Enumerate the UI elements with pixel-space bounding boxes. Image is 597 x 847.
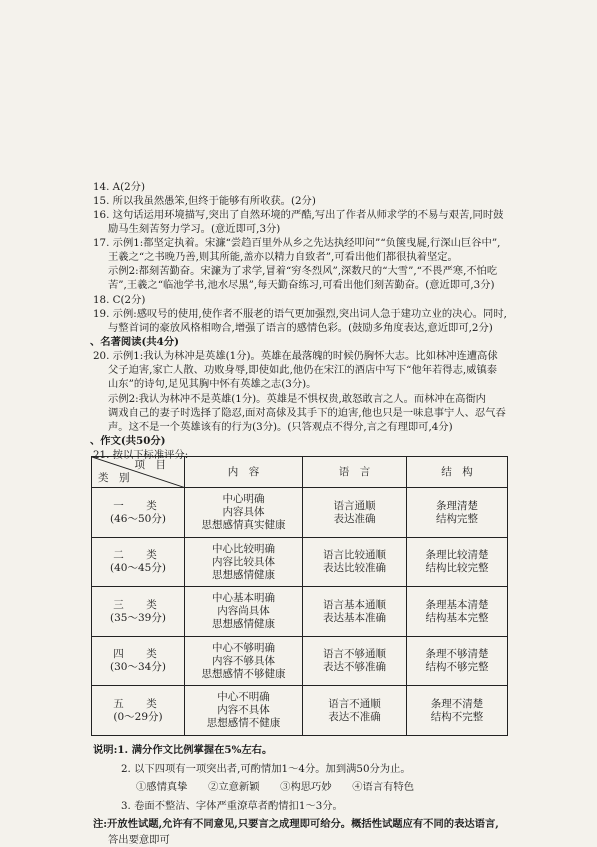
content-cell (185, 537, 303, 587)
structure-line: 条理清楚 (436, 499, 478, 512)
content-line: 思想感情健康 (212, 568, 275, 581)
table-row (92, 686, 508, 736)
structure-line: 结构不够完整 (425, 661, 489, 674)
answer-16-line1: 16. 这句话运用环境描写,突出了自然环境的严酷,写出了作者从师求学的不易与艰苦,同时鼓 (93, 209, 504, 221)
structure-line: 结构完整 (436, 512, 478, 525)
section-essay-heading: 、作文(共50分) (90, 435, 166, 447)
language-line: 表达准确 (333, 512, 376, 525)
note-line-5: 注:开放性试题,允许有不同意见,只要言之成理即可给分。概括性试题应有不同的表达语言, (93, 818, 499, 830)
language-cell (303, 488, 407, 538)
answer-19-line1: 19. 示例:感叹号的使用,使作者不服老的语气更加强烈,突出词人急于建功立业的决心。同时, (93, 308, 507, 320)
table-header-row (92, 457, 508, 488)
section-classics-heading: 、名著阅读(共4分) (90, 336, 179, 348)
language-line: 表达不准确 (328, 710, 381, 723)
content-cell (185, 587, 303, 637)
language-cell (303, 636, 407, 686)
category-name: 一 类 (113, 499, 163, 512)
language-cell (303, 587, 407, 637)
content-line: 内容不具体 (217, 704, 270, 717)
content-cell (185, 636, 303, 686)
answer-18: 18. C(2分) (93, 294, 146, 306)
answer-20-line1: 20. 示例1:我认为林冲是英雄(1分)。英雄在最落魄的时候仍胸怀大志。比如林冲连遭高俅 (93, 350, 498, 362)
content-line: 中心比较明确 (212, 542, 275, 555)
table-row (92, 537, 508, 587)
language-line: 表达不够准确 (323, 661, 386, 674)
content-line: 思想感情健康 (212, 618, 275, 631)
header-language: 语 言 (303, 457, 407, 488)
answer-14: 14. A(2分) (93, 181, 145, 193)
content-line: 内容比较具体 (212, 555, 275, 568)
language-line: 语言基本通顺 (323, 598, 386, 611)
content-line: 思想感情不健康 (206, 717, 281, 730)
essay-scoring-table (91, 456, 508, 736)
answer-17-line2: 王羲之“之书晚乃善,则其所能,盖亦以精力自致者”,可看出他们都很执着坚定。 (108, 251, 458, 263)
structure-line: 条理比较清楚 (425, 549, 489, 562)
structure-cell (407, 488, 508, 538)
category-cell (92, 587, 185, 637)
corner-label-category: 类 别 (98, 472, 130, 485)
table-corner-cell (92, 457, 185, 488)
category-cell (92, 537, 185, 587)
note-line-2: 2. 以下四项有一项突出者,可酌情加1～4分。加到满50分为止。 (121, 763, 411, 775)
structure-line: 结构基本完整 (425, 611, 489, 624)
note-line-6: 答出要意即可 (108, 834, 170, 846)
table-row (92, 636, 508, 686)
content-cell (185, 488, 303, 538)
content-line: 中心明确 (222, 493, 265, 506)
answer-20-line6: 声。这不是一个英雄该有的行为(3分)。(只答观点不得分,言之有理即可,4分) (108, 421, 453, 433)
category-name: 四 类 (113, 648, 163, 661)
language-line: 表达基本准确 (323, 611, 386, 624)
answer-20-line5: 调戏自己的妻子时选择了隐忍,面对高俅及其手下的迫害,他也只是一味息事宁人、忍气吞 (108, 407, 506, 419)
category-cell (92, 488, 185, 538)
answer-17-line3: 示例2:都刻苦勤奋。宋濂为了求学,冒着“穷冬烈风”,深数尺的“大雪”,“不畏严寒,不怕吃 (108, 265, 498, 277)
answer-19-line2: 与整首词的豪放风格相吻合,增强了语言的感情色彩。(鼓励多角度表达,意近即可,2分) (108, 322, 493, 334)
category-range: (40～45分) (110, 562, 166, 575)
content-line: 中心基本明确 (212, 592, 275, 605)
answer-20-line4: 示例2:我认为林冲不是英雄(1分)。英雄是不惧权贵,敢怒敢言之人。而林冲在高衙内 (108, 393, 486, 405)
category-range: (0～29分) (113, 710, 163, 723)
language-cell (303, 686, 407, 736)
category-name: 三 类 (113, 598, 163, 611)
language-line: 表达比较准确 (323, 562, 386, 575)
structure-cell (407, 636, 508, 686)
category-range: (46～50分) (110, 512, 166, 525)
structure-line: 结构比较完整 (425, 562, 489, 575)
category-range: (35～39分) (110, 611, 166, 624)
header-structure: 结 构 (407, 457, 508, 488)
content-line: 思想感情不够健康 (201, 667, 286, 680)
language-line: 语言通顺 (333, 499, 376, 512)
category-name: 五 类 (113, 697, 163, 710)
content-line: 内容尚具体 (217, 605, 270, 618)
category-range: (30～34分) (110, 661, 166, 674)
content-line: 内容具体 (222, 506, 265, 519)
answer-17-line1: 17. 示例1:都坚定执着。宋濂“尝趋百里外从乡之先达执经叩问”“负箧曳屣,行深山巨谷中”, (93, 237, 501, 249)
content-line: 中心不明确 (217, 691, 270, 704)
structure-line: 条理基本清楚 (425, 598, 489, 611)
note-line-3: ①感情真挚 ②立意新颖 ③构思巧妙 ④语言有特色 (136, 781, 415, 793)
language-line: 语言不通顺 (328, 697, 381, 710)
category-cell (92, 636, 185, 686)
table-row (92, 587, 508, 637)
header-content: 内 容 (185, 457, 303, 488)
language-cell (303, 537, 407, 587)
structure-cell (407, 686, 508, 736)
content-cell (185, 686, 303, 736)
language-line: 语言比较通顺 (323, 549, 386, 562)
structure-line: 条理不够清楚 (425, 648, 489, 661)
structure-cell (407, 587, 508, 637)
table-row (92, 488, 508, 538)
content-line: 内容不够具体 (212, 654, 275, 667)
category-name: 二 类 (113, 549, 163, 562)
content-line: 中心不够明确 (212, 641, 275, 654)
corner-label-items: 项 目 (134, 459, 166, 471)
content-line: 思想感情真实健康 (201, 519, 286, 532)
answer-15: 15. 所以我虽然愚笨,但终于能够有所收获。(2分) (93, 195, 316, 207)
answer-21-intro: 21. 按以下标准评分: (93, 449, 189, 461)
answer-17-line4: 苦”,王羲之“临池学书,池水尽黑”,每天勤奋练习,可看出他们刻苦勤奋。(意近即可,3分) (108, 279, 495, 291)
answer-20-line2: 父子迫害,家亡人散、功败身辱,即使如此,他仍在宋江的酒店中写下“他年若得志,威镇泰 (108, 364, 498, 376)
answer-16-line2: 励马生刻苦努力学习。(意近即可,3分) (108, 223, 281, 235)
structure-cell (407, 537, 508, 587)
note-line-1: 说明:1. 满分作文比例掌握在5%左右。 (93, 744, 273, 756)
language-line: 语言不够通顺 (323, 648, 386, 661)
structure-line: 条理不清楚 (430, 697, 484, 710)
structure-line: 结构不完整 (430, 710, 484, 723)
answer-20-line3: 山东”的诗句,足见其胸中怀有英雄之志(3分)。 (108, 378, 317, 390)
category-cell (92, 686, 185, 736)
note-line-4: 3. 卷面不整洁、字体严重潦草者酌情扣1～3分。 (121, 800, 343, 812)
